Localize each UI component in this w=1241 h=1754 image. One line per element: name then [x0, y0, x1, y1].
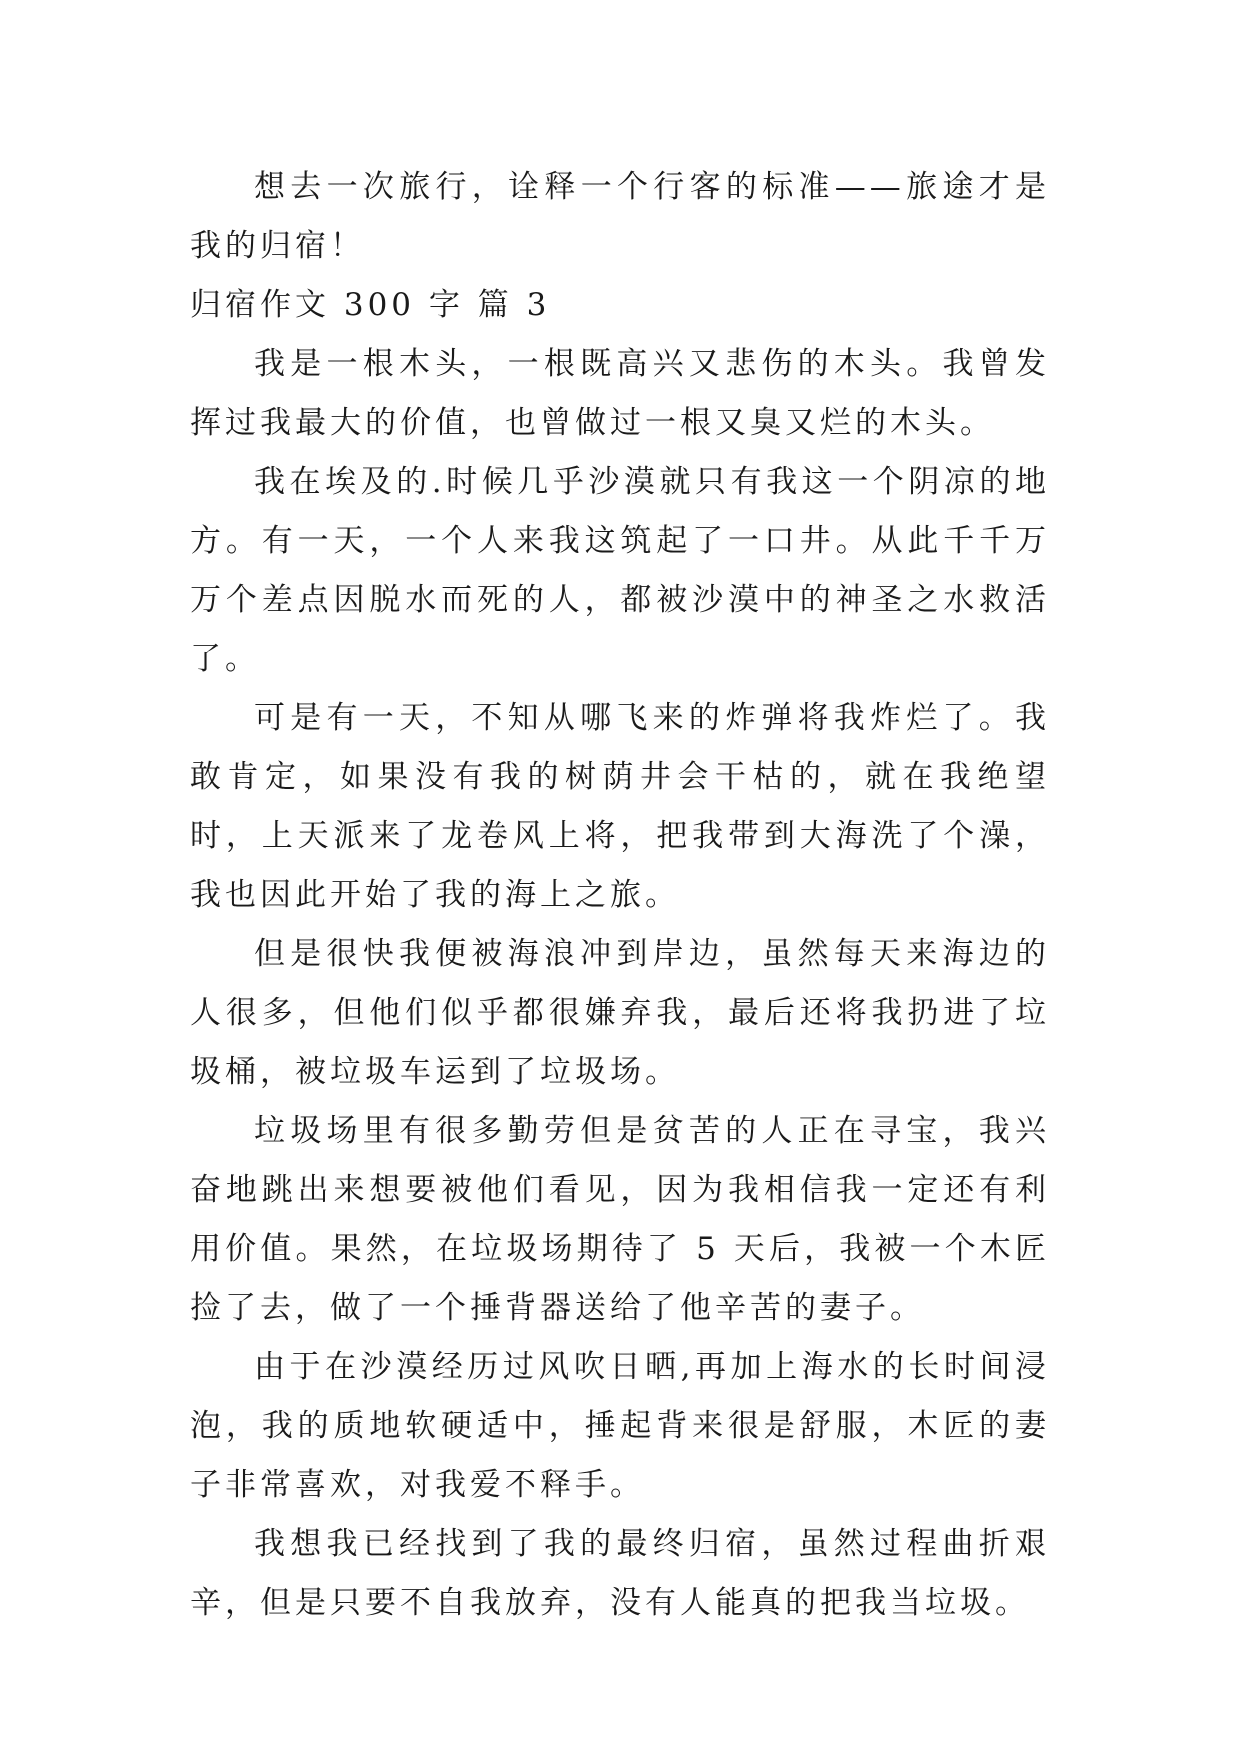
paragraph: 我在埃及的.时候几乎沙漠就只有我这一个阴凉的地方。有一天，一个人来我这筑起了一口井。从此千千万万个差点因脱水而死的人，都被沙漠中的神圣之水救活了。	[190, 464, 1050, 677]
document-body	[190, 158, 1050, 1633]
paragraph: 可是有一天，不知从哪飞来的炸弹将我炸烂了。我敢肯定，如果没有我的树荫井会干枯的，就在我绝望时，上天派来了龙卷风上将，把我带到大海洗了个澡，我也因此开始了我的海上之旅。	[190, 700, 1050, 913]
paragraph: 垃圾场里有很多勤劳但是贫苦的人正在寻宝，我兴奋地跳出来想要被他们看见，因为我相信我一定还有利用价值。果然，在垃圾场期待了 5 天后，我被一个木匠捡了去，做了一个捶背器送给了他辛苦的妻子。	[190, 1113, 1050, 1326]
paragraph-intro: 想去一次旅行，诠释一个行客的标准——旅途才是我的归宿！	[190, 169, 1050, 264]
paragraph: 由于在沙漠经历过风吹日晒,再加上海水的长时间浸泡，我的质地软硬适中，捶起背来很是舒服，木匠的妻子非常喜欢，对我爱不释手。	[190, 1349, 1050, 1503]
paragraph: 我是一根木头，一根既高兴又悲伤的木头。我曾发挥过我最大的价值，也曾做过一根又臭又烂的木头。	[190, 346, 1050, 441]
paragraph: 但是很快我便被海浪冲到岸边，虽然每天来海边的人很多，但他们似乎都很嫌弃我，最后还将我扔进了垃圾桶，被垃圾车运到了垃圾场。	[190, 936, 1050, 1090]
paragraph: 我想我已经找到了我的最终归宿，虽然过程曲折艰辛，但是只要不自我放弃，没有人能真的把我当垃圾。	[190, 1526, 1050, 1621]
section-heading: 归宿作文 300 字 篇 3	[190, 287, 551, 323]
